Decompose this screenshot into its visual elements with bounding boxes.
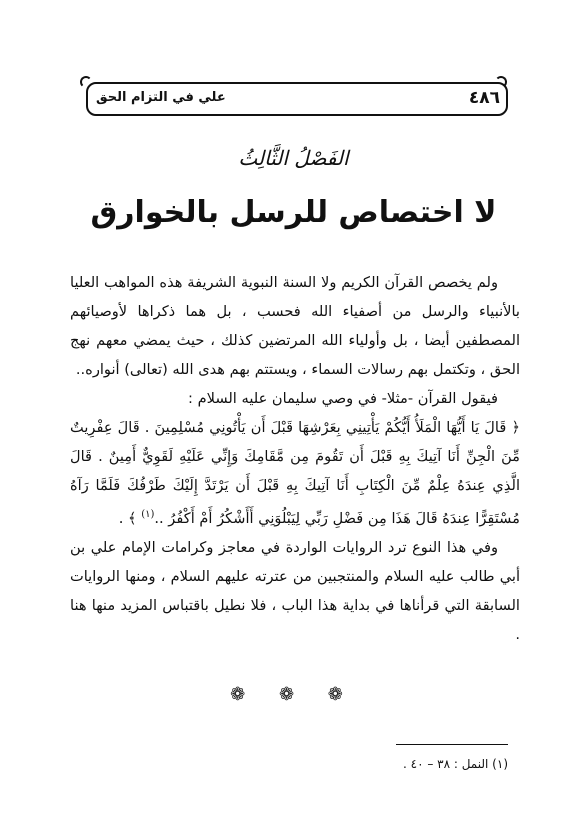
quran-quote-close: ﴾ . (118, 509, 137, 527)
header-frame-curl-left (80, 76, 92, 88)
footnote: (١) النمل : ٣٨ – ٤٠ . (402, 757, 508, 771)
body-text (70, 268, 520, 649)
quran-quote (70, 413, 520, 533)
footnote-divider (396, 744, 508, 745)
paragraph-narrations: وفي هذا النوع ترد الروايات الواردة في معاجز وكرامات الإمام علي بن أبي طالب عليه السلام والمنتجبين من عترته عليهم السلام ، ومنها الروايات السابقة التي قرأناها في بداية هذا الباب ، فلا نطيل باقتباس المزيد منها هنا . (70, 538, 520, 643)
quran-quote-text: ﴿ قَالَ يَا أَيُّهَا الْمَلَأُ أَيُّكُمْ يَأْتِينِي بِعَرْشِهَا قَبْلَ أَن يَأْتُونِي مُسْلِمِينَ . قَالَ عِفْرِيتٌ مِّنَ الْجِنِّ أَنَا آتِيكَ بِهِ قَبْلَ أَن تَقُومَ مِن مَّقَامِكَ وَإِنِّي عَلَيْهِ لَقَوِيٌّ أَمِينٌ . قَالَ الَّذِي عِندَهُ عِلْمٌ مِّنَ الْكِتَابِ أَنَا آتِيكَ بِهِ قَبْلَ أَن يَرْتَدَّ إِلَيْكَ طَرْفُكَ فَلَمَّا رَآهُ مُسْتَقِرًّا عِندَهُ قَالَ هَذَا مِن فَضْلِ رَبِّي لِيَبْلُوَنِي أَأَشْكُرُ أَمْ أَكْفُرُ .. (70, 419, 520, 527)
page-number: ٤٨٦ (468, 88, 500, 108)
paragraph-quran-lead: فيقول القرآن -مثلا- في وصي سليمان عليه السلام : (188, 390, 498, 407)
section-ornaments: ❁ ❁ ❁ (230, 684, 357, 705)
paragraph-intro: ولم يخصص القرآن الكريم ولا السنة النبوية الشريفة هذه المواهب العليا بالأنبياء والرسل من أصفياء الله فحسب ، بل هما ذكراها لأوصيائهم المصطفين أيضا ، بل وأولياء الله المرتضين كذلك ، حيث يمضي معهم نهج الحق ، وتكتمل بهم رسالات السماء ، ويستتم بهم هدى الله (تعالى) أنواره.. (70, 274, 520, 378)
footnote-ref: (١) (141, 509, 155, 520)
chapter-title: لا اختصاص للرسل بالخوارق (90, 195, 497, 230)
chapter-label: الفَصْلُ الثَّالِثُ (238, 146, 349, 170)
running-title: علي في التزام الحق (96, 90, 226, 105)
